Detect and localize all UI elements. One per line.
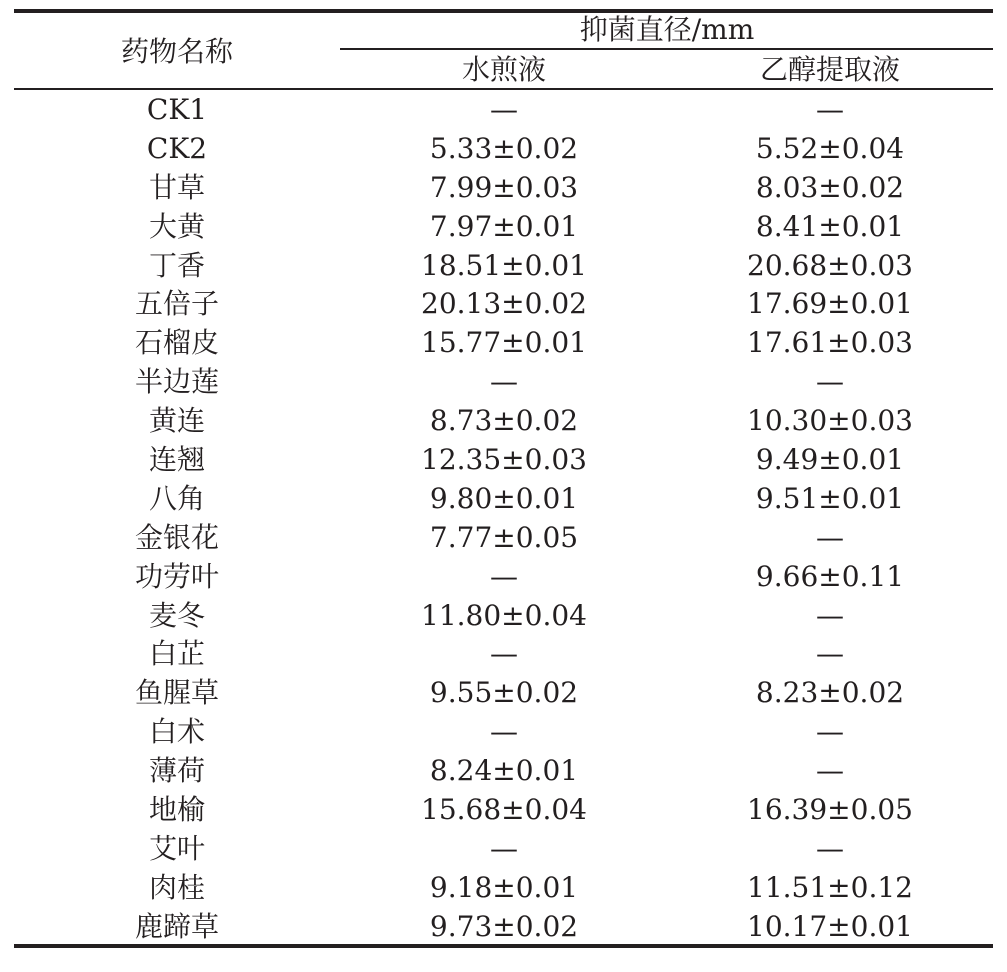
drug-name-cell: 麦冬 [148,598,206,632]
table-row [0,91,1007,130]
water-decoction-cell: 8.73±0.02 [429,404,579,438]
table-row [0,713,1007,752]
ethanol-extract-cell: — [816,637,844,671]
water-decoction-cell: 15.77±0.01 [421,326,587,360]
table-row [0,908,1007,947]
water-decoction-cell: 7.97±0.01 [429,209,579,243]
drug-name-cell: 功劳叶 [134,559,220,593]
table-row [0,324,1007,363]
table-row [0,674,1007,713]
drug-name-cell: 连翘 [148,443,206,477]
ethanol-extract-cell: 20.68±0.03 [747,248,913,282]
ethanol-extract-cell: 8.41±0.01 [755,209,905,243]
water-decoction-cell: 18.51±0.01 [421,248,587,282]
ethanol-extract-cell: 17.69±0.01 [747,287,913,321]
ethanol-extract-cell: 9.49±0.01 [755,443,905,477]
header-water-decoction: 水煎液 [461,53,547,86]
header-drug-name: 药物名称 [120,35,234,68]
drug-name-cell: 石榴皮 [134,326,220,360]
table-row [0,247,1007,286]
table-row [0,208,1007,247]
table-row [0,830,1007,869]
header-inhibition-diameter: 抑菌直径/mm [579,13,755,46]
water-decoction-cell: — [490,365,518,399]
water-decoction-cell: 7.99±0.03 [429,170,579,204]
water-decoction-cell: — [490,559,518,593]
ethanol-extract-cell: 10.17±0.01 [747,909,913,943]
drug-name-cell: 薄荷 [148,754,206,788]
drug-name-cell: 鱼腥草 [134,676,220,710]
ethanol-extract-cell: — [816,598,844,632]
table-row [0,402,1007,441]
ethanol-extract-cell: 9.51±0.01 [755,481,905,515]
ethanol-extract-cell: — [816,715,844,749]
table-body [0,91,1007,947]
water-decoction-cell: 5.33±0.02 [429,131,579,165]
top-rule [14,9,993,13]
ethanol-extract-cell: — [816,754,844,788]
table-row [0,130,1007,169]
water-decoction-cell: — [490,637,518,671]
ethanol-extract-cell: — [816,520,844,554]
ethanol-extract-cell: 9.66±0.11 [755,559,905,593]
header-ethanol-extract: 乙醇提取液 [759,53,901,86]
drug-name-cell: 白芷 [148,637,206,671]
table-row [0,752,1007,791]
table-row [0,597,1007,636]
drug-name-cell: CK2 [146,131,208,165]
water-decoction-cell: 9.80±0.01 [429,481,579,515]
header-rule [14,88,993,90]
water-decoction-cell: — [490,715,518,749]
water-decoction-cell: 20.13±0.02 [421,287,587,321]
table-row [0,558,1007,597]
drug-name-cell: 五倍子 [134,287,220,321]
ethanol-extract-cell: 8.03±0.02 [755,170,905,204]
drug-name-cell: 大黄 [148,209,206,243]
water-decoction-cell: 12.35±0.03 [421,443,587,477]
ethanol-extract-cell: 11.51±0.12 [747,870,913,904]
drug-name-cell: 丁香 [148,248,206,282]
ethanol-extract-cell: 17.61±0.03 [747,326,913,360]
water-decoction-cell: 9.55±0.02 [429,676,579,710]
drug-name-cell: 白术 [148,715,206,749]
table-row [0,869,1007,908]
table-row [0,791,1007,830]
water-decoction-cell: 9.18±0.01 [429,870,579,904]
drug-name-cell: 肉桂 [148,870,206,904]
drug-name-cell: 八角 [148,481,206,515]
ethanol-extract-cell: 10.30±0.03 [747,404,913,438]
table-row [0,519,1007,558]
ethanol-extract-cell: — [816,365,844,399]
header-group-rule [340,48,993,50]
table-row [0,635,1007,674]
water-decoction-cell: — [490,831,518,865]
water-decoction-cell: 15.68±0.04 [421,793,587,827]
water-decoction-cell: — [490,93,518,126]
drug-name-cell: 鹿蹄草 [134,909,220,943]
table-row [0,480,1007,519]
water-decoction-cell: 9.73±0.02 [429,909,579,943]
drug-name-cell: CK1 [146,93,208,126]
ethanol-extract-cell: 16.39±0.05 [747,793,913,827]
drug-name-cell: 地榆 [148,793,206,827]
water-decoction-cell: 8.24±0.01 [429,754,579,788]
ethanol-extract-cell: — [816,831,844,865]
water-decoction-cell: 11.80±0.04 [421,598,587,632]
table-row [0,441,1007,480]
drug-name-cell: 金银花 [134,520,220,554]
drug-name-cell: 黄连 [148,404,206,438]
ethanol-extract-cell: 5.52±0.04 [755,131,905,165]
drug-name-cell: 半边莲 [134,365,220,399]
drug-name-cell: 艾叶 [148,831,206,865]
table-row [0,169,1007,208]
table-row [0,285,1007,324]
table-row [0,363,1007,402]
water-decoction-cell: 7.77±0.05 [429,520,579,554]
bottom-rule [14,944,993,948]
ethanol-extract-cell: — [816,93,844,126]
drug-name-cell: 甘草 [148,170,206,204]
ethanol-extract-cell: 8.23±0.02 [755,676,905,710]
